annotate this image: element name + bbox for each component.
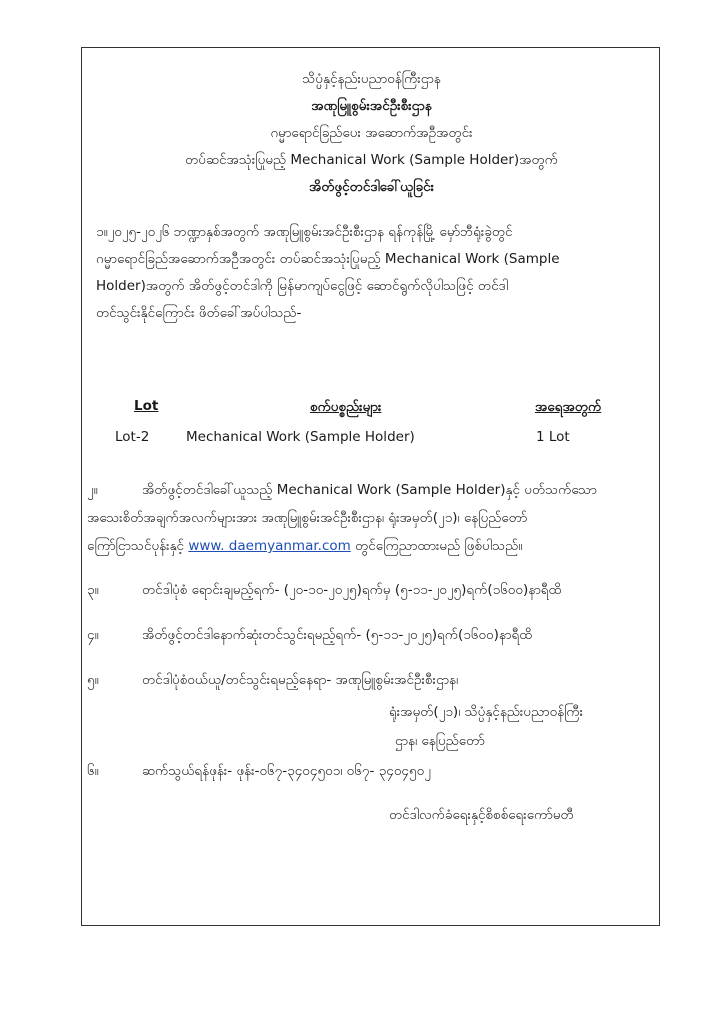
intro-line-2: ဂမ္မာရောင်ခြည်အဆောက်အဦအတွင်း တပ်ဆင်အသုံးပြုမည့် Mechanical Work (Sample: [96, 251, 560, 267]
notice-title: အိတ်ဖွင့်တင်ဒါခေါ်ယူခြင်း: [308, 179, 435, 195]
item-2-line-3-pre: ကြော်ငြာသင်ပုန်းနှင့်: [87, 538, 185, 554]
item-5-line-3: ဌာန၊ နေပြည်တော်: [395, 733, 485, 749]
item-5-line-1: တင်ဒါပုံစံဝယ်ယူ/တင်သွင်းရမည့်နေရာ- အဏုမြူစွမ်းအင်ဦးစီးဌာန၊: [142, 672, 459, 688]
department-name: အဏုမြူစွမ်းအင်ဦးစီးဌာန: [311, 98, 432, 114]
item-2-line-3: [87, 537, 522, 557]
ministry-name: သိပ္ပံနှင့်နည်းပညာဝန်ကြီးဌာန: [302, 71, 441, 87]
website-link[interactable]: www. daemyanmar.com: [188, 538, 351, 554]
table-cell-qty: 1 Lot: [536, 429, 570, 445]
item-2-line-2: အသေးစိတ်အချက်အလက်များအား အဏုမြူစွမ်းအင်ဦးစီးဌာန၊ ရုံးအမှတ်(၂၁)၊ နေပြည်တော်: [87, 510, 528, 526]
table-cell-item: Mechanical Work (Sample Holder): [186, 429, 415, 445]
item-3-text: တင်ဒါပုံစံ ရောင်းချမည့်ရက်- (၂၀-၁၀-၂၀၂၅)ရက်မှ (၅-၁၁-၂၀၂၅)ရက်(၁၆၀၀)နာရီထိ: [142, 582, 562, 598]
item-5-number: ၅။: [87, 672, 99, 688]
item-3-number: ၃။: [87, 582, 99, 598]
table-header-items: စက်ပစ္စည်းများ: [310, 399, 382, 415]
item-2-number: ၂။: [87, 482, 98, 498]
notice-frame: [81, 47, 660, 926]
intro-line-4: တင်သွင်းနိုင်ကြောင်း ဖိတ်ခေါ်အပ်ပါသည်-: [96, 305, 302, 321]
header-subject: တပ်ဆင်အသုံးပြုမည့် Mechanical Work (Sample Holder)အတွက်: [185, 152, 558, 168]
intro-line-3: Holder)အတွက် အိတ်ဖွင့်တင်ဒါကို မြန်မာကျပ်ငွေဖြင့် ဆောင်ရွက်လိုပါသဖြင့် တင်ဒါ: [96, 278, 508, 294]
item-6-number: ၆။: [87, 763, 99, 779]
item-5-line-2: ရုံးအမှတ်(၂၁)၊ သိပ္ပံနှင့်နည်းပညာဝန်ကြီး: [389, 704, 584, 720]
table-header-lot: Lot: [134, 398, 159, 414]
item-4-text: အိတ်ဖွင့်တင်ဒါနောက်ဆုံးတင်သွင်းရမည့်ရက်- (၅-၁၁-၂၀၂၅)ရက်(၁၆၀၀)နာရီထိ: [142, 627, 533, 643]
table-cell-lot: Lot-2: [115, 429, 150, 445]
committee-signature: တင်ဒါလက်ခံရေးနှင့်စိစစ်ရေးကော်မတီ: [389, 807, 574, 823]
intro-line-1: ၁။၂၀၂၅-၂၀၂၆ ဘဏ္ဍာနှစ်အတွက် အဏုမြူစွမ်းအင်ဦးစီးဌာန ရန်ကုန်မြို့ မှော်ဘီရုံးခွဲတွင်: [96, 224, 513, 240]
table-header-quantity: အရေအတွက်: [535, 399, 602, 415]
item-2-line-1: အိတ်ဖွင့်တင်ဒါခေါ်ယူသည့် Mechanical Work (Sample Holder)နှင့် ပတ်သက်သော: [142, 482, 597, 498]
header-building: ဂမ္မာရောင်ခြည်ပေး အဆောက်အဦအတွင်း: [270, 125, 473, 141]
item-4-number: ၄။: [87, 627, 99, 643]
item-6-text: ဆက်သွယ်ရန်ဖုန်း- ဖုန်း-၀၆၇-၃၄၀၄၅၀၁၊ ၀၆၇- ၃၄၀၄၅၀၂: [142, 763, 431, 779]
item-2-line-3-post: တွင်ကြေညာထားမည် ဖြစ်ပါသည်။: [355, 538, 523, 554]
